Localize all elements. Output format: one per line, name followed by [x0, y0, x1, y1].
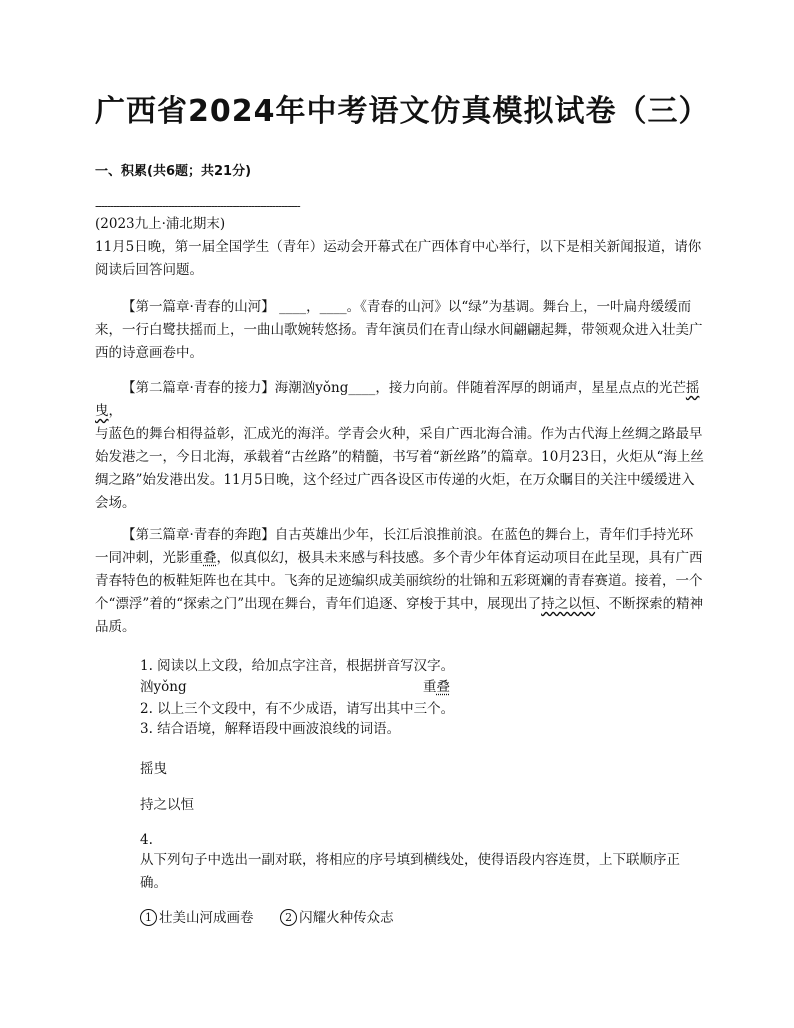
divider: ------------------------------------------------------------------- — [95, 200, 300, 212]
p1-text: 。《青春的山河》以“绿”为基调。舞台上，一叶扁舟缓缓而来，一行白鹭扶摇而上，一曲山歌婉转悠扬。青年演员们在青山绿水间翩翩起舞，带领观众进入壮美广西的诗意画卷中。 — [95, 299, 703, 361]
paragraph-3 — [95, 524, 705, 639]
p3-text-2: ，似真似幻，极具未来感与科技感。多个青少年体育运动项目在此呈现，具有广西青春特色的板鞋矩阵也在其中。飞奔的足迹编织成美丽缤纷的壮锦和五彩斑斓的青春赛道。接着，一个个“漂浮”着的“探索之门”出现在舞台，青年们追逐、穿梭于其中，展现出了 — [95, 550, 703, 612]
page-title: 广西省2024年中考语文仿真模拟试卷（三） — [95, 94, 710, 129]
question-4-number: 4. — [140, 832, 153, 848]
intro-paragraph: 11月5日晚，第一届全国学生（青年）运动会开幕式在广西体育中心举行，以下是相关新闻报道，请你阅读后回答问题。 — [95, 239, 702, 278]
paragraph-1 — [95, 296, 705, 365]
p1-prefix: 【第一篇章·青春的山河】 — [122, 299, 275, 315]
paragraph-2-continued: 与蓝色的舞台相得益彰，汇成光的海洋。学青会火种，采自广西北海合浦。作为古代海上丝绸之路最早始发港之一，今日北海，承载着“古丝路”的精髓，书写着“新丝路”的篇章。10月23日，火炬从“海上丝绸之路”始发港出发。11月5日晚，这个经过广西各设区市传递的火炬，在万众瞩目的关注中缓缓进入会场。 — [95, 426, 704, 511]
p1-blank-1: ____ — [279, 299, 307, 315]
p2-prefix: 【第二篇章·青春的接力】海潮汹yǒng — [122, 380, 349, 396]
p2-wavy-word: 摇曳 — [95, 380, 700, 419]
source-note: (2023九上·浦北期末) — [95, 216, 226, 232]
p3-text-1: 【第三篇章·青春的奔跑】自古英雄出少年，长江后浪推前浪。在蓝色的舞台上，青年们手持光环一同冲刺，光影重 — [95, 527, 694, 566]
question-4: 从下列句子中选出一副对联，将相应的序号填到横线处，使得语段内容连贯，上下联顺序正确。 — [140, 852, 680, 891]
q1-item-b-dotted: 叠 — [436, 679, 450, 695]
q4-options — [140, 908, 394, 928]
question-3: 3. 结合语境，解释语段中画波浪线的词语。 — [140, 721, 401, 737]
p2-middle: ，接力向前。伴随着浑厚的朗诵声，星星点点的光芒 — [375, 380, 686, 396]
p2-comma: ， — [108, 403, 122, 419]
q3-item-a: 摇曳 — [140, 761, 167, 777]
question-1: 1. 阅读以上文段，给加点字注音，根据拼音写汉字。 — [140, 658, 455, 674]
p3-dotted-char: 叠 — [203, 550, 217, 566]
p2-blank: ____ — [348, 380, 376, 396]
q1-item-b — [423, 677, 450, 697]
option-2-text: 闪耀火种传众志 — [299, 910, 394, 926]
p3-text-3: 、不断探索的精神品质。 — [95, 596, 704, 635]
p3-wavy-word: 持之以恒 — [541, 596, 596, 612]
paragraph-2 — [95, 377, 705, 423]
option-1-marker: 1 — [140, 909, 157, 926]
p1-blank-2: ____ — [319, 299, 347, 315]
option-1-text: 壮美山河成画卷 — [159, 910, 254, 926]
p1-sep: ， — [306, 299, 320, 315]
q3-item-b: 持之以恒 — [140, 797, 194, 813]
option-2-marker: 2 — [280, 909, 297, 926]
q1-item-b-prefix: 重 — [423, 679, 437, 695]
q1-item-a: 汹yǒng — [140, 679, 187, 695]
section-heading: 一、积累(共6题；共21分) — [95, 164, 252, 179]
question-2: 2. 以上三个文段中，有不少成语，请写出其中三个。 — [140, 701, 455, 717]
